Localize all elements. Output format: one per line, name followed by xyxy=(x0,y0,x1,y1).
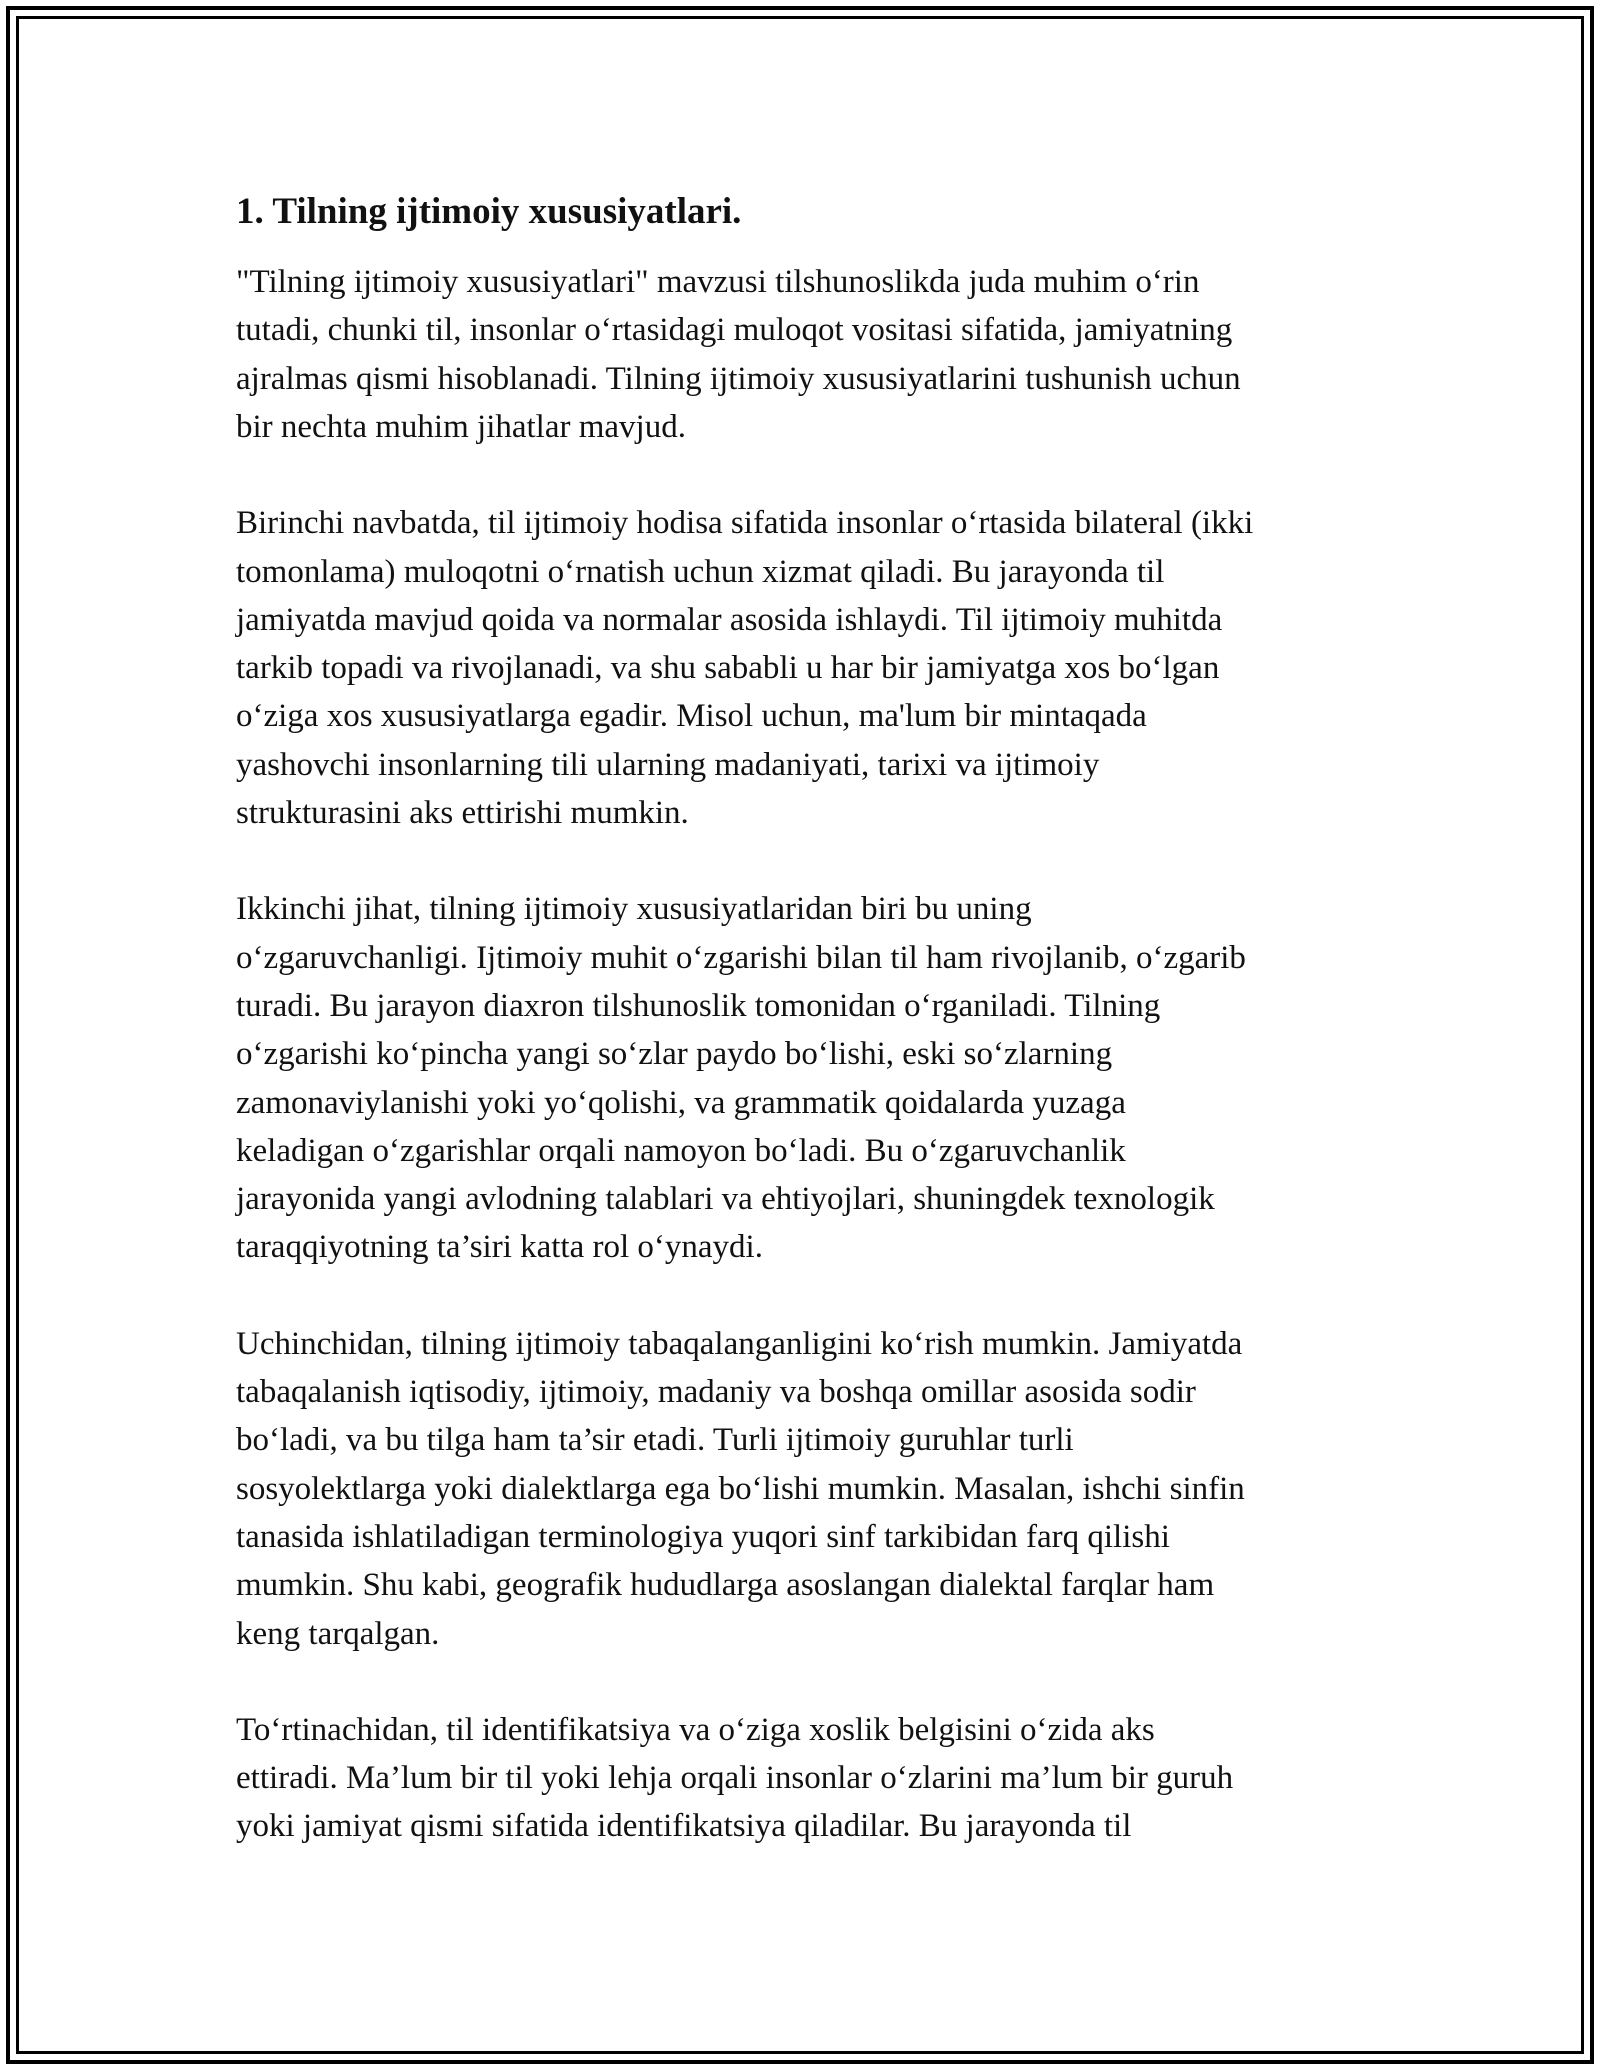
paragraph-second-aspect: Ikkinchi jihat, tilning ijtimoiy xususiyatlaridan biri bu uning o‘zgaruvchanligi. Ijtimoiy muhit o‘zgarishi bilan til ham rivojlanib, o‘zgarib turadi. Bu jarayon diaxron tilshunoslik tomonidan o‘rganiladi. Tilning o‘zgarishi ko‘pincha yangi so‘zlar paydo bo‘lishi, eski so‘zlarning zamonaviylanishi yoki yo‘qolishi, va grammatik qoidalarda yuzaga keladigan o‘zgarishlar orqali namoyon bo‘ladi. Bu o‘zgaruvchanlik jarayonida yangi avlodning talablari va ehtiyojlari, shuningdek texnologik taraqqiyotning ta’siri katta rol o‘ynaydi. xyxy=(236,891,1246,1266)
paragraph-fourth-aspect: To‘rtinachidan, til identifikatsiya va o‘ziga xoslik belgisini o‘zida aks ettiradi. Ma’lum bir til yoki lehja orqali insonlar o‘zlarini ma’lum bir guruh yoki jamiyat qismi sifatida identifikatsiya qiladilar. Bu jarayonda til xyxy=(236,1711,1234,1845)
section-heading: 1. Tilning ijtimoiy xususiyatlari. xyxy=(236,191,742,232)
document-body xyxy=(236,188,1386,1899)
paragraph-first-aspect: Birinchi navbatda, til ijtimoiy hodisa sifatida insonlar o‘rtasida bilateral (ikki tomonlama) muloqotni o‘rnatish uchun xizmat qiladi. Bu jarayonda til jamiyatda mavjud qoida va normalar asosida ishlaydi. Til ijtimoiy muhitda tarkib topadi va rivojlanadi, va shu sababli u har bir jamiyatga xos bo‘lgan o‘ziga xos xususiyatlarga egadir. Misol uchun, ma'lum bir mintaqada yashovchi insonlarning tili ularning madaniyati, tarixi va ijtimoiy strukturasini aks ettirishi mumkin. xyxy=(236,505,1254,832)
paragraph-intro: "Tilning ijtimoiy xususiyatlari" mavzusi tilshunoslikda juda muhim o‘rin tutadi, chunki til, insonlar o‘rtasidagi muloqot vositasi sifatida, jamiyatning ajralmas qismi hisoblanadi. Tilning ijtimoiy xususiyatlarini tushunish uchun bir nechta muhim jihatlar mavjud. xyxy=(236,264,1241,445)
paragraph-third-aspect: Uchinchidan, tilning ijtimoiy tabaqalanganligini ko‘rish mumkin. Jamiyatda tabaqalanish iqtisodiy, ijtimoiy, madaniy va boshqa omillar asosida sodir bo‘ladi, va bu tilga ham ta’sir etadi. Turli ijtimoiy guruhlar turli sosyolektlarga yoki dialektlarga ega bo‘lishi mumkin. Masalan, ishchi sinfin tanasida ishlatiladigan terminologiya yuqori sinf tarkibidan farq qilishi mumkin. Shu kabi, geografik hududlarga asoslangan dialektal farqlar ham keng tarqalgan. xyxy=(236,1325,1245,1652)
